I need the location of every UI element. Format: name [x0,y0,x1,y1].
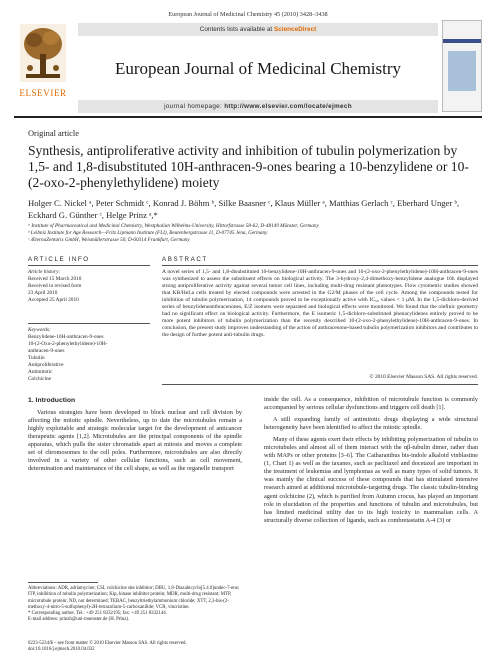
abstract-text: A novel series of 1,5- and 1,8-disubstituted 10-benzylidene-10H-anthracen-9-ones and 10-(2-oxo-2-phenylethylidene)-10H-anthracen-9-ones was synthesized to assess the substituent effects on biological activity. The 3-hydroxy-2,4-dimethoxy-benzylidene analogue 16h displayed strong antiproliferative activity against several tumor cell lines, including multi-drug resistant phenotypes. Flow cytometric studies showed that KB/HeLa cells treated by elected compounds were arrested in the G2/M phases of the cell cycle. Among the compounds tested for inhibition of tubulin polymerization, 14 compounds proved to be exceptionally active with IC₅₀ values < 1 μM. In the 1,5-dichloro-derived series of benzylideneanthracenones, E/Z isomers were separated and biological effects were monitored. We found that the olefinic geometry had no significant effect on biological activity. Furthermore, the E isomeric 1,5-dichloro-substituted phenacylidenes entirely proved to be more potent inhibitors of tubulin polymerization than the recently described 10-(2-oxo-2-phenylethylidene)-10H-anthracen-9-ones. In conclusion, the present study improves understanding of the action of anthracenone-based tubulin polymerization inhibitors and contributes to the design of further potent anti-tubulin drugs. [162,269,478,339]
running-head: European Journal of Medicinal Chemistry 45 (2010) 3428–3438 [168,11,328,18]
abstract-bottom-rule [162,384,478,385]
sciencedirect-link[interactable]: ScienceDirect [273,26,317,33]
article-history [28,269,150,304]
journal-homepage-link[interactable]: http://www.elsevier.com/locate/ejmech [224,103,352,110]
publisher-name: ELSEVIER [19,88,67,98]
cover-image [448,51,476,91]
article-type: Original article [28,129,79,138]
article-title: Synthesis, antiproliferative activity and inhibition of tubulin polymerization by 1,5- and 1,8-disubstituted 10H-anthracen-9-ones bearing a 10-benzylidene or 10-(2-oxo-2-phenylethylidene) moiety [28,143,469,190]
keywords-label: Keywords: [28,327,51,333]
body-column-right [264,396,478,529]
keywords-rule [28,323,150,324]
abstract-heading: ABSTRACT [162,256,208,263]
history-line: Received 15 March 2010 [28,276,82,282]
article-info-heading: ARTICLE INFO [28,256,90,263]
journal-homepage-bar [78,100,438,113]
abbreviations-footnote: Abbreviations: ADR, adriamycine; CSI, colchicine site inhibitor; DBU, 1,8-Diazabicyclo[5.4.0]undec-7-ene; ITP, inhibition of tubulin polymerization; Kip, kinase inhibitor protein; MDR, multi-drug resistant; MTP, microtubule protein; ND, not determined; TEBAC, benzyltriethylammonium chloride; XTT, 2,3-bis-(2-methoxy-4-nitro-5-sulfophenyl)-2H-tetrazolium-5-carboxanilide; VCR, vincristine. [28,586,240,610]
affiliation-b: ᵇ Leibniz Institute for Age Research—Fritz Lipmann Institute (FLI), Beutenbergstrasse 11, D-07745 Jena, Germany [28,230,268,237]
abstract-copyright: © 2010 Elsevier Masson SAS. All rights reserved. [369,374,478,380]
article-info-rule [28,265,150,266]
author-list: Holger C. Nickel ᵃ, Peter Schmidt ᶜ, Konrad J. Böhm ᵇ, Silke Baasner ᶜ, Klaus Müller ᵃ, Matthias Gerlach ᶜ, Eberhard Unger ᵇ, Eckhard G. Günther ᶜ, Helge Prinz ᵃ,* [28,198,460,220]
homepage-prefix: journal homepage: [164,103,225,110]
body-paragraph: A still expanding family of antimitotic drugs displaying a wide structural heterogeneity have been identified to affect the mitotic spindle. [264,416,478,432]
history-line: 23 April 2010 [28,290,58,296]
cover-band [443,39,481,43]
keyword: Tubulin [28,355,45,361]
keyword: Antimitotic [28,369,53,375]
abstract-rule [162,265,478,266]
keywords [28,327,150,383]
contents-prefix: Contents lists available at [199,26,274,33]
keyword: Benzylidene-10H-anthracen-9-ones [28,334,104,340]
introduction-heading: 1. Introduction [28,397,76,404]
body-paragraph: Many of these agents exert their effects by inhibiting polymerization of tubulin to microtubules and almost all of them interact with the αβ-tubulin dimer, rather than with MAPs or other proteins [3–6]. The Catharanthus bis-indole alkaloid vinblastine (1, Chart 1) as well as the taxanes, such as paclitaxel and docetaxel are important in the treatment of leukemias and lymphomas as well as many types of solid tumors. It was mainly the clinical success of these compounds that has stimulated intensive research aimed at additional microtubule-targeting drugs. The classic tubulin-binding agent colchicine (2), which is purified from Autumn crocus, has played an important role in elucidation of the properties and functions of tubulin and microtubules, but has limited medicinal utility due to its high toxicity to mammalian cells. A structurally diverse collection of ligands, such as combretastatin A-4 (3) or [264,436,478,524]
doi-line[interactable]: doi:10.1016/j.ejmech.2010.04.032 [28,647,95,653]
email-footnote[interactable]: E-mail address: prinzh@uni-muenster.de (H. Prinz). [28,617,130,623]
journal-cover-thumbnail [442,20,482,112]
history-line: Received in revised form [28,283,82,289]
journal-masthead [14,20,482,118]
issn-line: 0223-5234/$ – see front matter © 2010 Elsevier Masson SAS. All rights reserved. [28,641,187,646]
elsevier-logo [14,22,72,112]
corresponding-author-footnote: * Corresponding author. Tel.: +49 251 8332195; fax: +49 251 8332144. [28,611,167,617]
masthead-rule [14,116,482,118]
front-matter [28,641,248,653]
keyword: Colchicine [28,376,51,382]
keyword: anthracen-9-ones [28,348,65,354]
history-line: Accepted 25 April 2010 [28,297,79,303]
body-paragraph: inside the cell. As a consequence, inhibition of microtubule function is commonly accompanied by serious cellular dysfunctions and triggers cell death [1]. [264,396,478,412]
keyword: 10-(2-Oxo-2-phenylethylidene)-10H- [28,341,108,347]
body-paragraph: Various strategies have been developed to block nuclear and cell division by affecting the mitotic spindle. Nevertheless, up to date the microtubules remain a highly exploitable and strategic molecular target for the development of anticancer therapeutic agents [1,2]. Microtubules are the principal components of the spindle apparatus, which pulls the sister chromatids apart at mitosis and moves a complete set of chromosomes to the cell poles. Furthermore, microtubules are also directly involved in a variety of other cellular functions, such as cell movement, determination and maintenance of the cell shape, as well as the organelle transport [28,409,242,473]
keyword: Antiproliferative [28,362,64,368]
footnotes [28,586,242,624]
footnote-rule [28,582,98,583]
affiliations [28,223,478,245]
journal-title: European Journal of Medicinal Chemistry [114,59,402,78]
affiliation-a: ᵃ Institute of Pharmaceutical and Medicinal Chemistry, Westphalian Wilhelms-University, Hittorfstrasse 58-62, D-48149 Münster, Germany [28,223,319,229]
affiliation-c: ᶜ ÆternaZentaris GmbH, Weismüllerstrasse 50, D-60314 Frankfurt, Germany [28,237,190,244]
contents-bar [78,23,438,36]
history-label: Article history: [28,269,61,275]
body-column-left [28,409,242,477]
elsevier-tree-icon [20,24,66,82]
